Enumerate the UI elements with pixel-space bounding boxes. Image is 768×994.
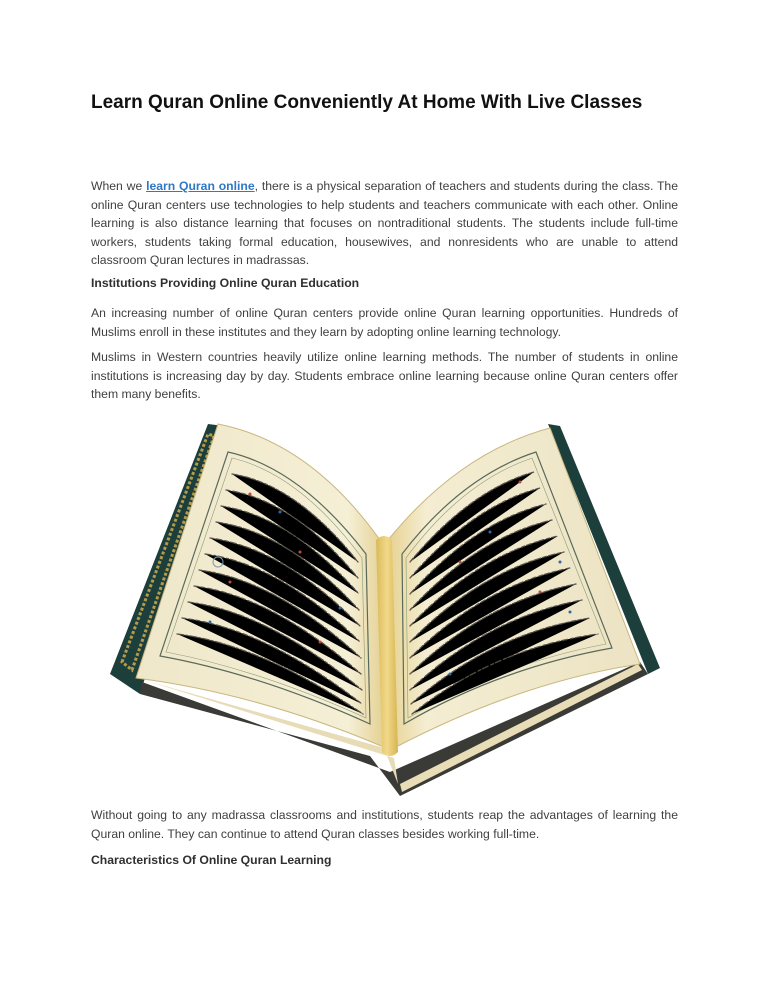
institutions-paragraph-2: Muslims in Western countries heavily utilize online learning methods. The number of students in online institutions is increasing day by day. Students embrace online learning because online Quran centers offer them many benefits. <box>91 350 678 401</box>
learn-quran-online-link[interactable]: learn Quran online <box>146 179 255 193</box>
page-title: Learn Quran Online Conveniently At Home With Live Classes <box>91 92 643 113</box>
open-quran-book-icon <box>100 412 660 800</box>
section-heading-characteristics: Characteristics Of Online Quran Learning <box>91 853 332 867</box>
section-heading-institutions: Institutions Providing Online Quran Education <box>91 276 360 290</box>
intro-text-after-link: , there is a physical separation of teachers and students during the class. The online Quran centers use technologies to help students and teachers communicate with each other. Online learning is also distance learning that focuses on nontraditional students. The students include full-time workers, students taking formal education, housewives, and nonresidents who are unable to attend classroom Quran lectures in madrassas. <box>91 179 678 267</box>
institutions-paragraph-1: An increasing number of online Quran centers provide online Quran learning opportunities. Hundreds of Muslims enroll in these institutes and they learn by adopting online learning technology. <box>91 306 678 339</box>
after-image-paragraph: Without going to any madrassa classrooms and institutions, students reap the advantages of learning the Quran online. They can continue to attend Quran classes besides working full-time. <box>91 808 678 841</box>
intro-text-before-link: When we <box>91 179 147 193</box>
intro-paragraph <box>91 177 678 270</box>
